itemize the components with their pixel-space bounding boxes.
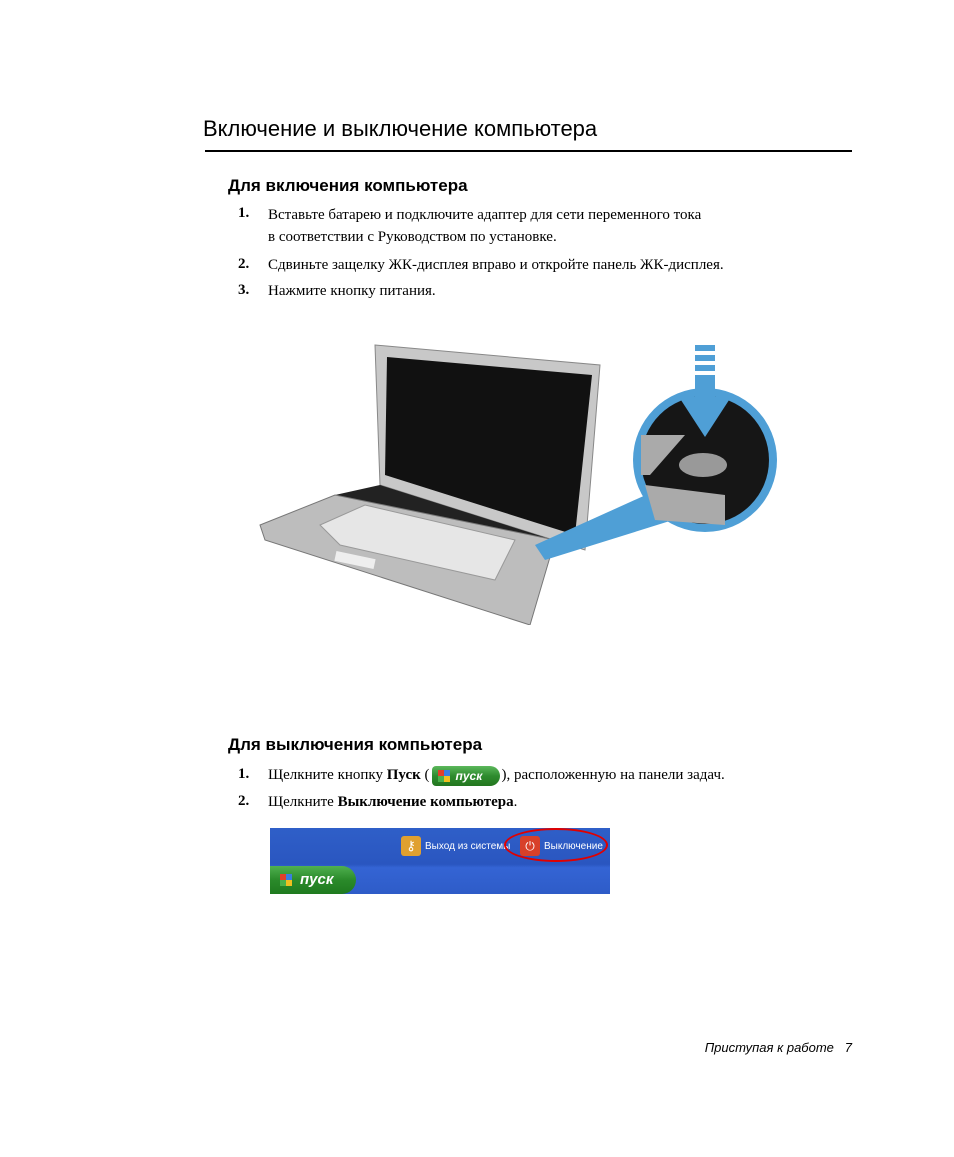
power-icon: ⏻ bbox=[520, 836, 540, 856]
step-line: Вставьте батарею и подключите адаптер для сети переменного тока bbox=[268, 207, 702, 223]
page-title: Включение и выключение компьютера bbox=[203, 116, 598, 141]
step-number: 1. bbox=[238, 205, 250, 221]
step-number: 3. bbox=[238, 282, 250, 298]
start-button[interactable] bbox=[270, 866, 356, 894]
text: ( bbox=[420, 767, 430, 783]
start-label: пуск bbox=[455, 768, 483, 783]
text: . bbox=[513, 794, 518, 810]
step-number: 2. bbox=[238, 793, 250, 809]
bold-term: Пуск bbox=[386, 767, 421, 783]
start-button-inline bbox=[432, 766, 500, 786]
step-text bbox=[268, 764, 725, 786]
windows-logo-icon bbox=[280, 874, 292, 886]
bold-term: Выключение компьютера bbox=[337, 794, 514, 810]
step-text: Нажмите кнопку питания. bbox=[268, 283, 436, 299]
step-text bbox=[268, 791, 517, 813]
shutdown-button[interactable]: Выключение bbox=[544, 841, 603, 852]
page-footer bbox=[705, 1040, 852, 1055]
text: ), расположенную на панели задач. bbox=[501, 767, 725, 783]
step-line: в соответствии с Руководством по установке. bbox=[268, 229, 557, 245]
title-rule bbox=[205, 150, 852, 152]
step-text bbox=[268, 204, 701, 248]
highlight-ellipse bbox=[504, 828, 608, 862]
logoff-button[interactable]: Выход из системы bbox=[425, 841, 511, 852]
step-number: 2. bbox=[238, 256, 250, 272]
start-label: пуск bbox=[300, 871, 334, 888]
page-number: 7 bbox=[844, 1040, 852, 1055]
key-icon: ⚷ bbox=[401, 836, 421, 856]
step-text: Сдвиньте защелку ЖК-дисплея вправо и откройте панель ЖК-дисплея. bbox=[268, 257, 724, 273]
power-button bbox=[679, 453, 727, 477]
laptop-power-button-illustration bbox=[255, 335, 785, 625]
text: Щелкните кнопку bbox=[268, 767, 387, 783]
power-on-heading: Для включения компьютера bbox=[228, 176, 468, 195]
footer-section: Приступая к работе bbox=[704, 1040, 834, 1055]
step-number: 1. bbox=[238, 766, 250, 782]
taskbar-screenshot bbox=[270, 828, 610, 894]
windows-logo-icon bbox=[438, 770, 450, 782]
power-off-heading: Для выключения компьютера bbox=[228, 735, 483, 754]
text: Щелкните bbox=[268, 794, 338, 810]
